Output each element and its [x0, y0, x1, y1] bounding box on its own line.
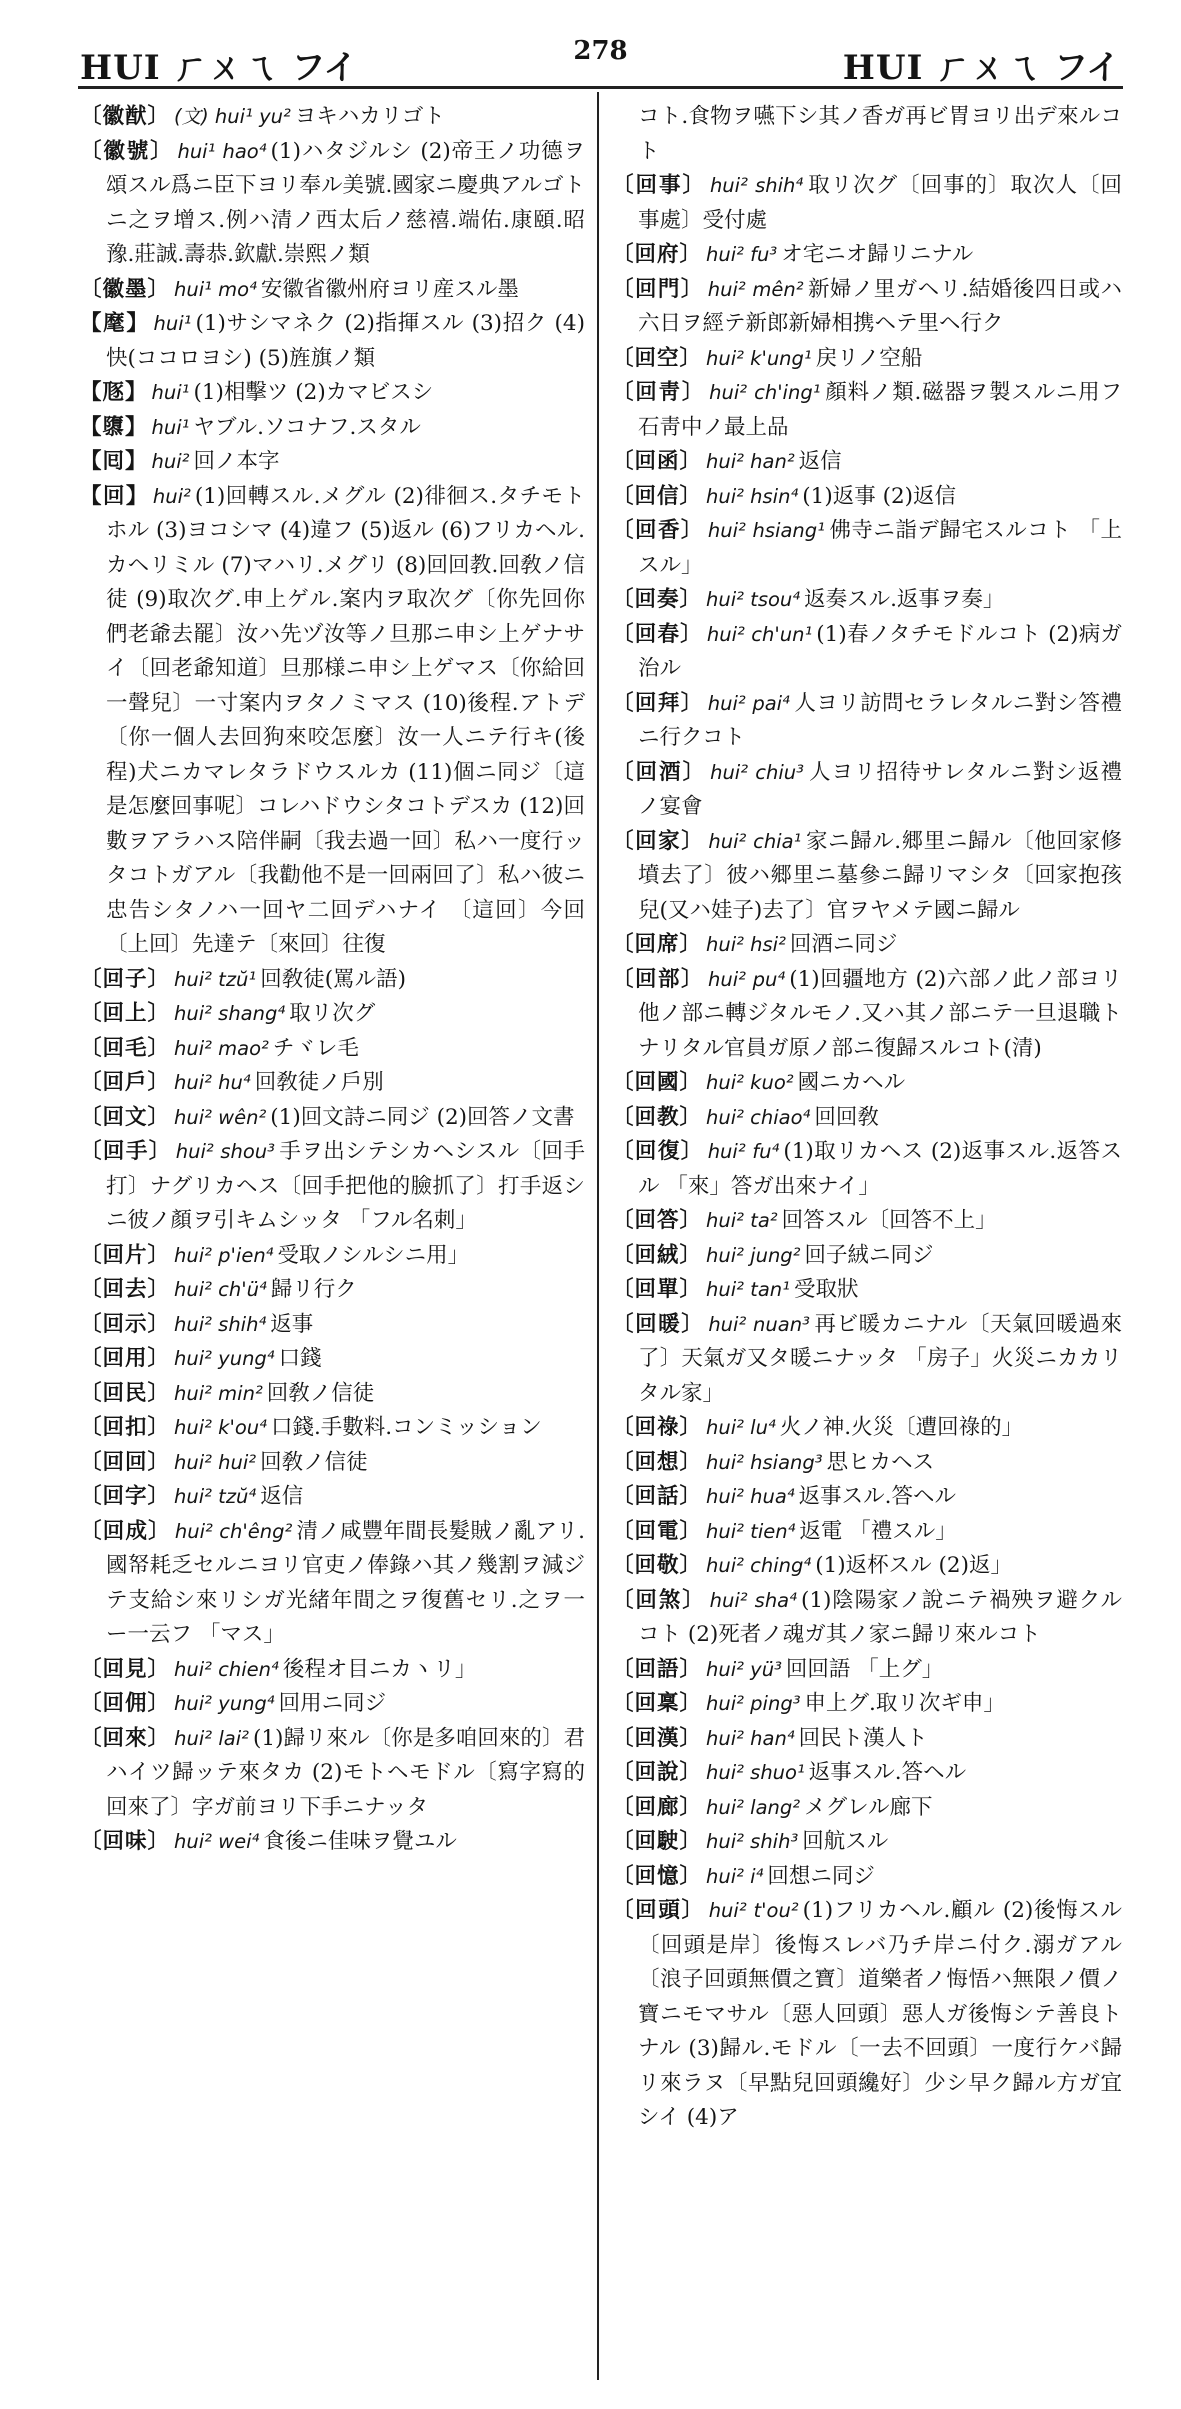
entry-headword: 〔回國〕	[612, 1070, 703, 1095]
dictionary-entry	[612, 1446, 1122, 1481]
entry-headword: 〔回煞〕	[612, 1587, 706, 1613]
entry-headword: 〔回春〕	[612, 621, 703, 647]
entry-headword: 〔回奏〕	[612, 587, 703, 612]
entry-headword: 〔回片〕	[80, 1242, 171, 1268]
entry-headword: 〔回戶〕	[80, 1070, 171, 1095]
entry-headword: 〔回手〕	[80, 1139, 172, 1164]
entry-reading: hui² hsin⁴	[706, 484, 799, 508]
entry-headword: 〔回敬〕	[612, 1553, 703, 1578]
entry-reading: hui² yung⁴	[174, 1347, 275, 1370]
entry-headword: 〔回去〕	[80, 1277, 171, 1302]
dictionary-entry	[612, 825, 1122, 929]
entry-headword: 〔回子〕	[80, 966, 171, 992]
entry-reading: hui² wei⁴	[174, 1830, 260, 1853]
entry-definition: 口錢	[278, 1346, 322, 1371]
entry-reading: hui¹	[153, 312, 192, 335]
entry-definition: 手ヲ出シテシカヘシスル〔回手打〕ナグリカヘス〔回手把他的臉抓了〕打手返シニ彼ノ顏ヲ引キムシッタ 「フル名刺」	[106, 1139, 585, 1233]
entry-reading: hui¹	[151, 381, 190, 404]
entry-reading: (文) hui¹ yu²	[174, 105, 291, 128]
dictionary-entry	[612, 1273, 1122, 1308]
entry-reading: hui¹	[151, 415, 190, 439]
dictionary-entry	[612, 238, 1122, 273]
entry-reading: hui² pu⁴	[708, 967, 786, 991]
dictionary-entry	[612, 1239, 1122, 1274]
entry-headword: 〔回字〕	[80, 1484, 171, 1509]
entry-reading: hui² hsiang¹	[707, 519, 825, 542]
entry-definition: (1)返杯スル (2)返」	[815, 1553, 1012, 1578]
entry-reading: hui² shou³	[175, 1140, 275, 1163]
dictionary-entry	[612, 1687, 1122, 1722]
entry-definition: 回民ト漢人ト	[798, 1725, 928, 1751]
entry-headword: 〔回暖〕	[612, 1311, 705, 1337]
entry-definition: (1)取リカヘス (2)返事スル.返答スル 「來」答ガ出來ナイ」	[638, 1139, 1122, 1199]
entry-reading: hui² nuan³	[708, 1312, 810, 1336]
dictionary-entry	[612, 376, 1122, 445]
dictionary-entry	[612, 445, 1122, 480]
entry-headword: 〔回廊〕	[612, 1794, 703, 1820]
entry-definition: 回回敎	[814, 1104, 879, 1130]
entry-definition: 後程オ目ニカヽリ」	[282, 1656, 477, 1682]
entry-definition: 返事スル.答ヘル	[798, 1484, 956, 1509]
entry-headword: 〔回靑〕	[612, 380, 706, 405]
entry-reading: hui² shih³	[706, 1830, 799, 1853]
entry-reading: hui² shih⁴	[174, 1312, 267, 1336]
entry-reading: hui² shih⁴	[709, 174, 804, 197]
entry-reading: hui² han²	[706, 450, 795, 473]
entry-definition: 家ニ歸ル.郷里ニ歸ル〔他回家修墳去了〕彼ハ郷里ニ墓參ニ歸リマシタ〔回家抱孩兒(又ハ娃子)去了〕官ヲヤメテ國ニ歸ル	[638, 828, 1122, 923]
entry-reading: hui² lang²	[706, 1795, 801, 1819]
entry-definition: (1)歸リ來ル〔你是多咱回來的〕君ハイツ歸ッテ來タカ (2)モトヘモドル〔寫字寫的回來了〕字ガ前ヨリ下手ニナッタ	[106, 1725, 585, 1820]
entry-headword: 〔徽猷〕	[80, 104, 171, 129]
dictionary-entry	[612, 1515, 1122, 1550]
entry-definition: コト.食物ヲ嚥下シ其ノ香ガ再ビ胃ヨリ出デ來ルコト	[638, 104, 1122, 164]
entry-reading: hui² yung⁴	[174, 1692, 275, 1715]
entry-definition: 回航スル	[802, 1829, 889, 1854]
entry-definition: 返奏スル.返事ヲ奏」	[804, 587, 1005, 612]
entry-reading: hui² jung²	[706, 1243, 801, 1267]
dictionary-entry	[80, 307, 585, 376]
entry-headword: 〔徽號〕	[80, 138, 174, 164]
entry-headword: 【隳】	[80, 414, 148, 440]
dictionary-entry	[80, 1825, 585, 1860]
dictionary-entry	[612, 514, 1122, 583]
dictionary-entry	[612, 1101, 1122, 1136]
dictionary-entry	[612, 342, 1122, 377]
entry-headword: 〔回漢〕	[612, 1725, 703, 1751]
entry-reading: hui² tien⁴	[706, 1519, 796, 1543]
dictionary-entry	[612, 100, 1122, 169]
left-column	[80, 100, 585, 2380]
entry-reading: hui² ching⁴	[706, 1554, 812, 1577]
entry-definition: 取リ次グ	[289, 1001, 376, 1026]
entry-headword: 〔回席〕	[612, 932, 703, 957]
entry-reading: hui² mao²	[174, 1036, 269, 1060]
entry-reading: hui² fu³	[706, 243, 778, 266]
entry-reading: hui² han⁴	[706, 1726, 795, 1750]
entry-reading: hui² chiu³	[710, 760, 804, 784]
entry-headword: 【回】	[80, 483, 149, 509]
entry-definition: 返事	[270, 1311, 314, 1337]
entry-definition: 回敎徒ノ戶別	[254, 1070, 384, 1095]
dictionary-entry	[612, 169, 1122, 238]
entry-headword: 〔回門〕	[612, 276, 704, 302]
entry-headword: 〔回味〕	[80, 1829, 171, 1854]
entry-definition: 回用ニ同ジ	[278, 1691, 387, 1716]
entry-reading: hui² yü³	[706, 1657, 782, 1681]
dictionary-entry	[612, 1791, 1122, 1826]
entry-definition: (1)サシマネク (2)指揮スル (3)招ク (4)快(ココロヨシ) (5)旌旗ノ類	[106, 311, 585, 371]
entry-definition: (1)回文詩ニ同ジ (2)回答ノ文書	[270, 1104, 575, 1130]
entry-reading: hui²	[152, 484, 191, 508]
dictionary-entry	[80, 411, 585, 446]
right-column	[612, 100, 1122, 2380]
dictionary-entry	[80, 1308, 585, 1343]
entry-definition: 取リ次グ〔回事的〕取次人〔回事處〕受付處	[638, 173, 1122, 233]
dictionary-entry	[612, 1894, 1122, 2136]
entry-definition: 回ノ本字	[193, 449, 280, 474]
entry-headword: 〔回部〕	[612, 966, 705, 992]
entry-reading: hui² i⁴	[706, 1864, 764, 1888]
column-divider	[597, 92, 599, 2380]
dictionary-entry	[80, 135, 585, 273]
entry-definition: 人ヨリ訪問セラレタルニ對シ答禮ニ行クコト	[638, 690, 1122, 750]
entry-headword: 〔回見〕	[80, 1656, 171, 1682]
page-header	[80, 32, 1121, 92]
entry-headword: 〔回成〕	[80, 1518, 171, 1544]
entry-definition: 戻リノ空船	[815, 345, 923, 371]
entry-reading: hui² tzŭ⁴	[174, 1485, 257, 1508]
dictionary-entry	[612, 273, 1122, 342]
entry-headword: 〔回信〕	[612, 483, 703, 509]
entry-headword: 〔回教〕	[612, 1104, 703, 1130]
dictionary-entry	[80, 1377, 585, 1412]
entry-definition: 回子絨ニ同ジ	[804, 1242, 934, 1268]
entry-reading: hui² chiao⁴	[706, 1105, 811, 1129]
entry-definition: 顏料ノ類.磁器ヲ製スルニ用フ石靑中ノ最上品	[638, 380, 1122, 440]
dictionary-entry	[80, 445, 585, 480]
entry-definition: (1)陰陽家ノ說ニテ禍殃ヲ避クルコト (2)死者ノ魂ガ其ノ家ニ歸リ來ルコト	[638, 1587, 1122, 1647]
entry-reading: hui² t'ou²	[708, 1899, 799, 1922]
dictionary-entry	[80, 1722, 585, 1826]
entry-definition: ヨキハカリゴト	[294, 104, 445, 129]
entry-headword: 〔徽墨〕	[80, 276, 171, 302]
entry-headword: 〔回事〕	[612, 173, 706, 198]
dictionary-entry	[612, 1584, 1122, 1653]
entry-headword: 【麾】	[80, 311, 150, 336]
entry-headword: 〔回拜〕	[612, 690, 704, 716]
entry-headword: 〔回扣〕	[80, 1415, 171, 1440]
entry-reading: hui² ping³	[706, 1692, 801, 1715]
dictionary-entry	[612, 1411, 1122, 1446]
dictionary-entry	[612, 756, 1122, 825]
entry-definition: 返信	[798, 449, 842, 474]
dictionary-entry	[612, 1653, 1122, 1688]
dictionary-entry	[612, 480, 1122, 515]
entry-definition: 食後ニ佳味ヲ覺ユル	[263, 1829, 457, 1854]
entry-reading: hui² lai²	[174, 1726, 249, 1750]
entry-reading: hui² tzŭ¹	[174, 967, 257, 991]
entry-reading: hui² ch'ing¹	[709, 381, 821, 404]
entry-definition: (1)ハタジルシ (2)帝王ノ功德ヲ頌スル爲ニ臣下ヨリ奉ル美號.國家ニ慶典アルゴトニ之ヲ增ス.例ハ清ノ西太后ノ慈禧.端佑.康頤.昭豫.莊誠.壽恭.欽獻.崇熙ノ類	[106, 138, 585, 267]
entry-definition: 回敎ノ信徒	[260, 1449, 368, 1475]
entry-reading: hui² mên²	[707, 277, 804, 301]
entry-headword: 〔回稟〕	[612, 1691, 703, 1716]
dictionary-entry	[612, 1756, 1122, 1791]
entry-headword: 〔回電〕	[612, 1518, 703, 1544]
entry-reading: hui² pai⁴	[707, 691, 790, 715]
entry-definition: 口錢.手數料.コンミッション	[270, 1415, 542, 1440]
entry-reading: hui² ch'un¹	[706, 622, 813, 646]
entry-definition: オ宅ニオ歸リニナル	[781, 242, 974, 267]
entry-reading: hui² tsou⁴	[706, 588, 801, 611]
entry-headword: 〔回想〕	[612, 1449, 703, 1475]
dictionary-entry	[80, 1480, 585, 1515]
entry-definition: 人ヨリ招待サレタルニ對シ返禮ノ宴會	[638, 759, 1122, 819]
entry-headword: 〔回民〕	[80, 1380, 171, 1406]
dictionary-entry	[612, 1860, 1122, 1895]
entry-headword: 〔回毛〕	[80, 1035, 171, 1061]
header-rule	[78, 86, 1123, 89]
dictionary-entry	[80, 1342, 585, 1377]
entry-headword: 【囘】	[80, 449, 148, 474]
entry-headword: 〔回回〕	[80, 1449, 171, 1475]
entry-reading: hui² lu⁴	[706, 1416, 776, 1439]
entry-reading: hui² shang⁴	[174, 1002, 286, 1025]
dictionary-entry	[80, 273, 585, 308]
entry-definition: 回敎徒(罵ル語)	[260, 966, 407, 992]
dictionary-entry	[612, 1549, 1122, 1584]
entry-headword: 【豗】	[80, 380, 148, 405]
entry-definition: (1)フリカヘル.顧ル (2)後悔スル〔回頭是岸〕後悔スレバ乃チ岸ニ付ク.溺ガアル〔浪子回頭無價之寶〕道樂者ノ悔悟ハ無限ノ價ノ寶ニモマサル〔惡人回頭〕惡人ガ後悔シテ善良トナル (3)歸ル.モドル〔一去不回頭〕一度行ケバ歸リ來ラヌ〔早點兒回頭纔好〕少シ早ク歸ル方ガ宜シイ (4)ア	[638, 1898, 1122, 2130]
entry-definition: (1)返事 (2)返信	[802, 483, 957, 509]
header-left-key: HUI ㄏㄨㄟ フイ	[80, 48, 359, 88]
dictionary-entry	[612, 1480, 1122, 1515]
dictionary-entry	[80, 1273, 585, 1308]
dictionary-entry	[80, 1446, 585, 1481]
entry-reading: hui² hua⁴	[706, 1485, 795, 1508]
entry-reading: hui² hu⁴	[174, 1071, 251, 1094]
entry-definition: 火ノ神.火災〔遭回祿的」	[779, 1415, 1024, 1440]
entry-definition: (1)回疆地方 (2)六部ノ此ノ部ヨリ他ノ部ニ轉ジタルモノ.又ハ其ノ部ニテ一旦退職トナリタル官員ガ原ノ部ニ復歸スルコト(清)	[638, 966, 1122, 1061]
entry-headword: 〔回答〕	[612, 1208, 703, 1233]
dictionary-entry	[612, 618, 1122, 687]
entry-definition: (1)相擊ツ (2)カマビスシ	[193, 380, 434, 405]
entry-definition: 受取ノシルシニ用」	[277, 1242, 470, 1268]
entry-reading: hui² hui²	[174, 1450, 257, 1474]
dictionary-entry	[80, 1411, 585, 1446]
entry-headword: 〔回空〕	[612, 345, 703, 371]
entry-definition: 思ヒカヘス	[826, 1449, 935, 1475]
entry-headword: 〔回話〕	[612, 1484, 703, 1509]
dictionary-entry	[80, 1032, 585, 1067]
entry-definition: 回想ニ同ジ	[767, 1863, 875, 1889]
dictionary-entry	[80, 1653, 585, 1688]
entry-reading: hui¹ mo⁴	[174, 277, 257, 301]
dictionary-entry	[612, 1825, 1122, 1860]
entry-headword: 〔回酒〕	[612, 759, 707, 785]
dictionary-entry	[612, 928, 1122, 963]
dictionary-entry	[80, 1066, 585, 1101]
entry-definition: 回酒ニ同ジ	[789, 932, 898, 957]
entry-definition: 歸リ行ク	[270, 1277, 357, 1302]
dictionary-entry	[80, 376, 585, 411]
entry-definition: 再ビ暖カニナル〔天氣回暖過來了〕天氣ガ又タ暖ニナッタ 「房子」火災ニカカリタル家」	[638, 1311, 1122, 1406]
entry-reading: hui² shuo¹	[706, 1761, 805, 1784]
entry-definition: 返電 「禮スル」	[799, 1518, 957, 1544]
dictionary-entry	[80, 997, 585, 1032]
entry-headword: 〔回駛〕	[612, 1829, 703, 1854]
entry-definition: 回敎ノ信徒	[266, 1380, 375, 1406]
header-right-key: HUI ㄏㄨㄟ フイ	[842, 48, 1121, 88]
entry-definition: 回答スル〔回答不上」	[781, 1208, 997, 1233]
entry-headword: 〔回上〕	[80, 1001, 171, 1026]
entry-reading: hui² hsiang³	[706, 1450, 823, 1474]
entry-reading: hui² tan¹	[706, 1278, 790, 1301]
entry-reading: hui² k'ou⁴	[174, 1416, 267, 1439]
entry-reading: hui² kuo²	[706, 1071, 794, 1094]
entry-headword: 〔回來〕	[80, 1725, 171, 1751]
dictionary-entry	[80, 1135, 585, 1239]
dictionary-entry	[612, 1308, 1122, 1412]
entry-reading: hui² hsi²	[706, 933, 786, 956]
entry-definition: (1)春ノタチモドルコト (2)病ガ治ル	[638, 621, 1122, 681]
entry-headword: 〔回佣〕	[80, 1691, 171, 1716]
entry-headword: 〔回香〕	[612, 518, 704, 543]
entry-headword: 〔回說〕	[612, 1760, 703, 1785]
entry-definition: 安徽省徽州府ヨリ産スル墨	[260, 276, 519, 302]
dictionary-entry	[612, 1722, 1122, 1757]
dictionary-entry	[612, 687, 1122, 756]
dictionary-entry	[80, 100, 585, 135]
entry-reading: hui² ch'ü⁴	[174, 1278, 267, 1301]
entry-definition: チヾレ毛	[272, 1035, 359, 1061]
dictionary-entry	[612, 1135, 1122, 1204]
entry-definition: 清ノ咸豐年間長髮賊ノ亂アリ.國帑耗乏セルニヨリ官吏ノ俸錄ハ其ノ幾割ヲ減ジテ支給シ來リシガ光緒年間之ヲ復舊セリ.之ヲ一ー一云フ 「マス」	[106, 1518, 585, 1647]
entry-headword: 〔回函〕	[612, 449, 703, 474]
page-number: 278	[573, 36, 628, 66]
entry-definition: ヤブル.ソコナフ.スタル	[193, 414, 421, 440]
entry-headword: 〔回文〕	[80, 1104, 171, 1130]
entry-definition: 受取狀	[793, 1277, 859, 1302]
entry-definition: 返事スル.答ヘル	[808, 1760, 967, 1785]
entry-definition: 回回語 「上グ」	[785, 1656, 944, 1682]
dictionary-entry	[80, 1239, 585, 1274]
entry-headword: 〔回祿〕	[612, 1415, 703, 1440]
entry-headword: 〔回用〕	[80, 1346, 171, 1371]
entry-reading: hui¹ hao⁴	[177, 139, 267, 163]
entry-headword: 〔回復〕	[612, 1139, 704, 1164]
entry-definition: 國ニカヘル	[797, 1070, 906, 1095]
entry-definition: 申上グ.取リ次ギ申」	[804, 1691, 1005, 1716]
dictionary-entry	[80, 1101, 585, 1136]
entry-reading: hui² fu⁴	[707, 1140, 780, 1163]
entry-headword: 〔回示〕	[80, 1311, 171, 1337]
entry-reading: hui² chia¹	[708, 829, 802, 853]
entry-headword: 〔回單〕	[612, 1277, 703, 1302]
entry-definition: 返信	[260, 1484, 304, 1509]
entry-reading: hui² sha⁴	[709, 1588, 797, 1612]
dictionary-entry	[80, 1515, 585, 1653]
dictionary-entry	[612, 963, 1122, 1067]
entry-reading: hui² k'ung¹	[706, 346, 812, 370]
dictionary-entry	[612, 1066, 1122, 1101]
entry-reading: hui² min²	[174, 1381, 263, 1405]
entry-definition: (1)回轉スル.メグル (2)徘徊ス.タチモトホル (3)ヨコシマ (4)違フ (5)返ル (6)フリカヘル.カヘリミル (7)マハリ.メグリ (8)回回教.回敎ノ信徒 (9)取次グ.申上ゲル.案内ヲ取次グ〔你先回你們老爺去罷〕汝ハ先ヅ汝等ノ旦那ニ申シ上ゲナサイ〔回老爺知道〕旦那様ニ申シ上ゲマス〔你給回一聲兒〕一寸案内ヲタノミマス (10)後程.アトデ〔你一個人去回狗來咬怎麼〕汝一人ニテ行キ(後程)犬ニカマレタラドウスルカ (11)個ニ同ジ〔這是怎麼回事呢〕コレハドウシタコトデスカ (12)回數ヲアラハス陪伴嗣〔我去過一回〕私ハ一度行ッタコトガアル〔我勸他不是一回兩回了〕私ハ彼ニ忠告シタノハ一回ヤ二回デハナイ 〔這回〕今回〔上回〕先達テ〔來回〕往復	[106, 483, 585, 957]
entry-headword: 〔回絨〕	[612, 1242, 703, 1268]
dictionary-entry	[612, 583, 1122, 618]
entry-definition: メグレル廊下	[804, 1794, 933, 1820]
entry-reading: hui² ch'êng²	[174, 1519, 293, 1543]
entry-headword: 〔回憶〕	[612, 1863, 703, 1889]
entry-headword: 〔回家〕	[612, 828, 705, 854]
entry-reading: hui² ta²	[706, 1209, 778, 1232]
dictionary-entry	[612, 1204, 1122, 1239]
entry-headword: 〔回語〕	[612, 1656, 703, 1682]
entry-headword: 〔回府〕	[612, 242, 703, 267]
entry-reading: hui²	[151, 450, 190, 473]
entry-definition: 新婦ノ里ガヘリ.結婚後四日或ハ六日ヲ經テ新郎新婦相携ヘテ里ヘ行ク	[638, 276, 1122, 336]
entry-definition: 佛寺ニ詣デ歸宅スルコト 「上スル」	[638, 518, 1122, 578]
entry-reading: hui² chien⁴	[174, 1657, 279, 1681]
entry-reading: hui² wên²	[174, 1105, 267, 1129]
entry-reading: hui² p'ien⁴	[174, 1243, 274, 1267]
dictionary-entry	[80, 963, 585, 998]
dictionary-entry	[80, 1687, 585, 1722]
dictionary-entry	[80, 480, 585, 963]
entry-headword: 〔回頭〕	[612, 1898, 705, 1923]
